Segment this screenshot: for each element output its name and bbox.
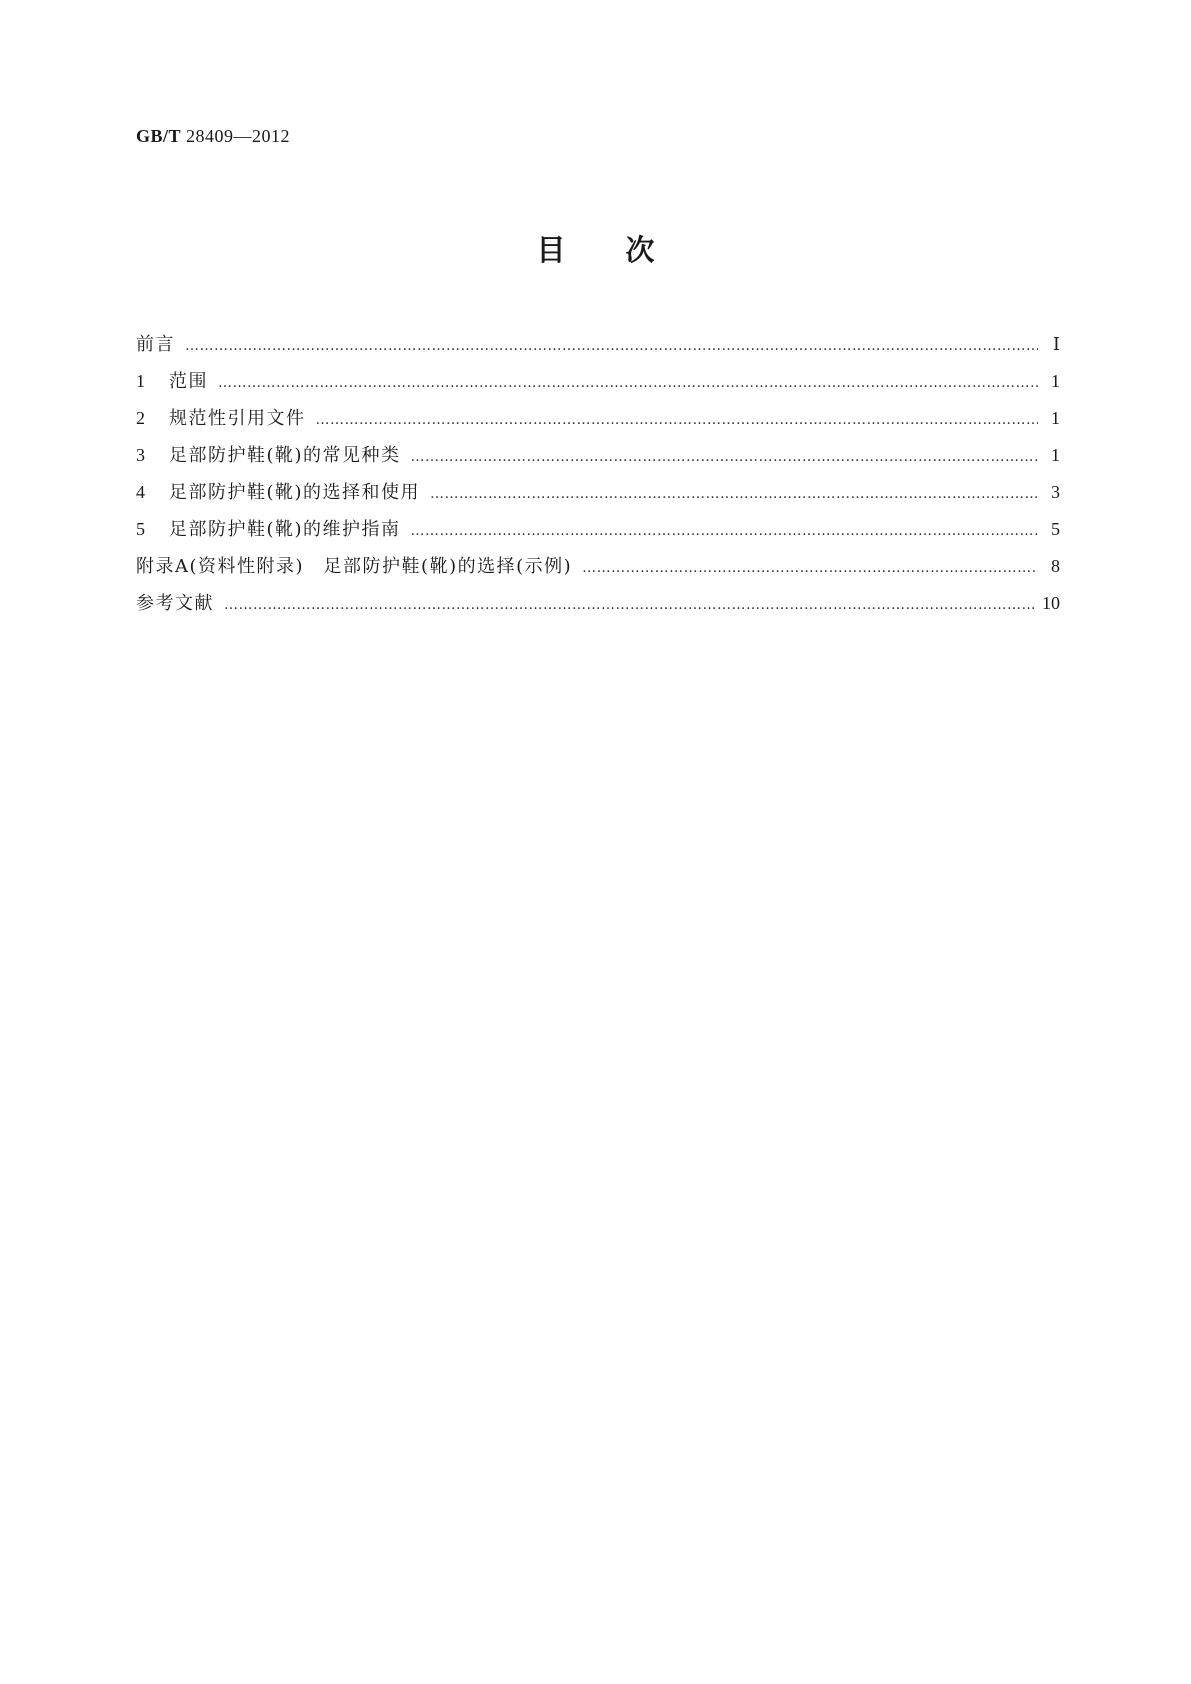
toc-entry-normative-references[interactable] — [136, 400, 1060, 437]
toc-entry-number: 2 — [136, 408, 145, 428]
toc-entry-label: 附录A(资料性附录) 足部防护鞋(靴)的选择(示例) — [136, 556, 573, 577]
toc-entry-bibliography[interactable] — [136, 585, 1060, 622]
toc-entry-foreword[interactable] — [136, 326, 1060, 363]
standard-prefix: GB/T — [136, 126, 182, 146]
toc-entry-number: 3 — [136, 445, 145, 465]
toc-entry-label: 足部防护鞋(靴)的维护指南 — [169, 519, 401, 540]
toc-page-number: 5 — [1051, 519, 1060, 539]
toc-page-number: 1 — [1051, 408, 1060, 428]
toc-dot-leader — [185, 328, 1038, 365]
toc-entry-scope[interactable] — [136, 363, 1060, 400]
toc-page-number: 10 — [1042, 593, 1060, 613]
toc-entry-selection-and-use[interactable] — [136, 474, 1060, 511]
toc-entry-number: 5 — [136, 519, 145, 539]
toc-page-number: Ⅰ — [1052, 334, 1060, 354]
toc-page-number: 3 — [1051, 482, 1060, 502]
toc-entry-number: 4 — [136, 482, 145, 502]
toc-entry-maintenance-guide[interactable] — [136, 511, 1060, 548]
toc-entry-label: 足部防护鞋(靴)的常见种类 — [169, 445, 401, 466]
toc-entry-appendix-a[interactable] — [136, 548, 1060, 585]
toc-page-number: 1 — [1051, 445, 1060, 465]
standard-number: 28409—2012 — [186, 126, 291, 146]
toc-dot-leader — [316, 402, 1039, 439]
toc-entry-label: 足部防护鞋(靴)的选择和使用 — [169, 482, 421, 503]
table-of-contents — [136, 326, 1060, 622]
toc-entry-label: 前言 — [136, 334, 175, 355]
toc-entry-common-types[interactable] — [136, 437, 1060, 474]
toc-dot-leader — [582, 550, 1038, 587]
toc-dot-leader — [411, 439, 1038, 476]
page-title: 目次 — [536, 233, 715, 267]
standard-code — [136, 126, 290, 147]
toc-entry-label: 参考文献 — [136, 593, 214, 614]
toc-entry-label: 范围 — [169, 371, 208, 392]
toc-page-number: 1 — [1051, 371, 1060, 391]
toc-dot-leader — [411, 513, 1038, 550]
toc-entry-number: 1 — [136, 371, 145, 391]
toc-entry-label: 规范性引用文件 — [169, 408, 306, 429]
toc-page-number: 8 — [1051, 556, 1060, 576]
toc-dot-leader — [430, 476, 1038, 513]
toc-dot-leader — [224, 587, 1034, 624]
toc-dot-leader — [218, 365, 1038, 402]
